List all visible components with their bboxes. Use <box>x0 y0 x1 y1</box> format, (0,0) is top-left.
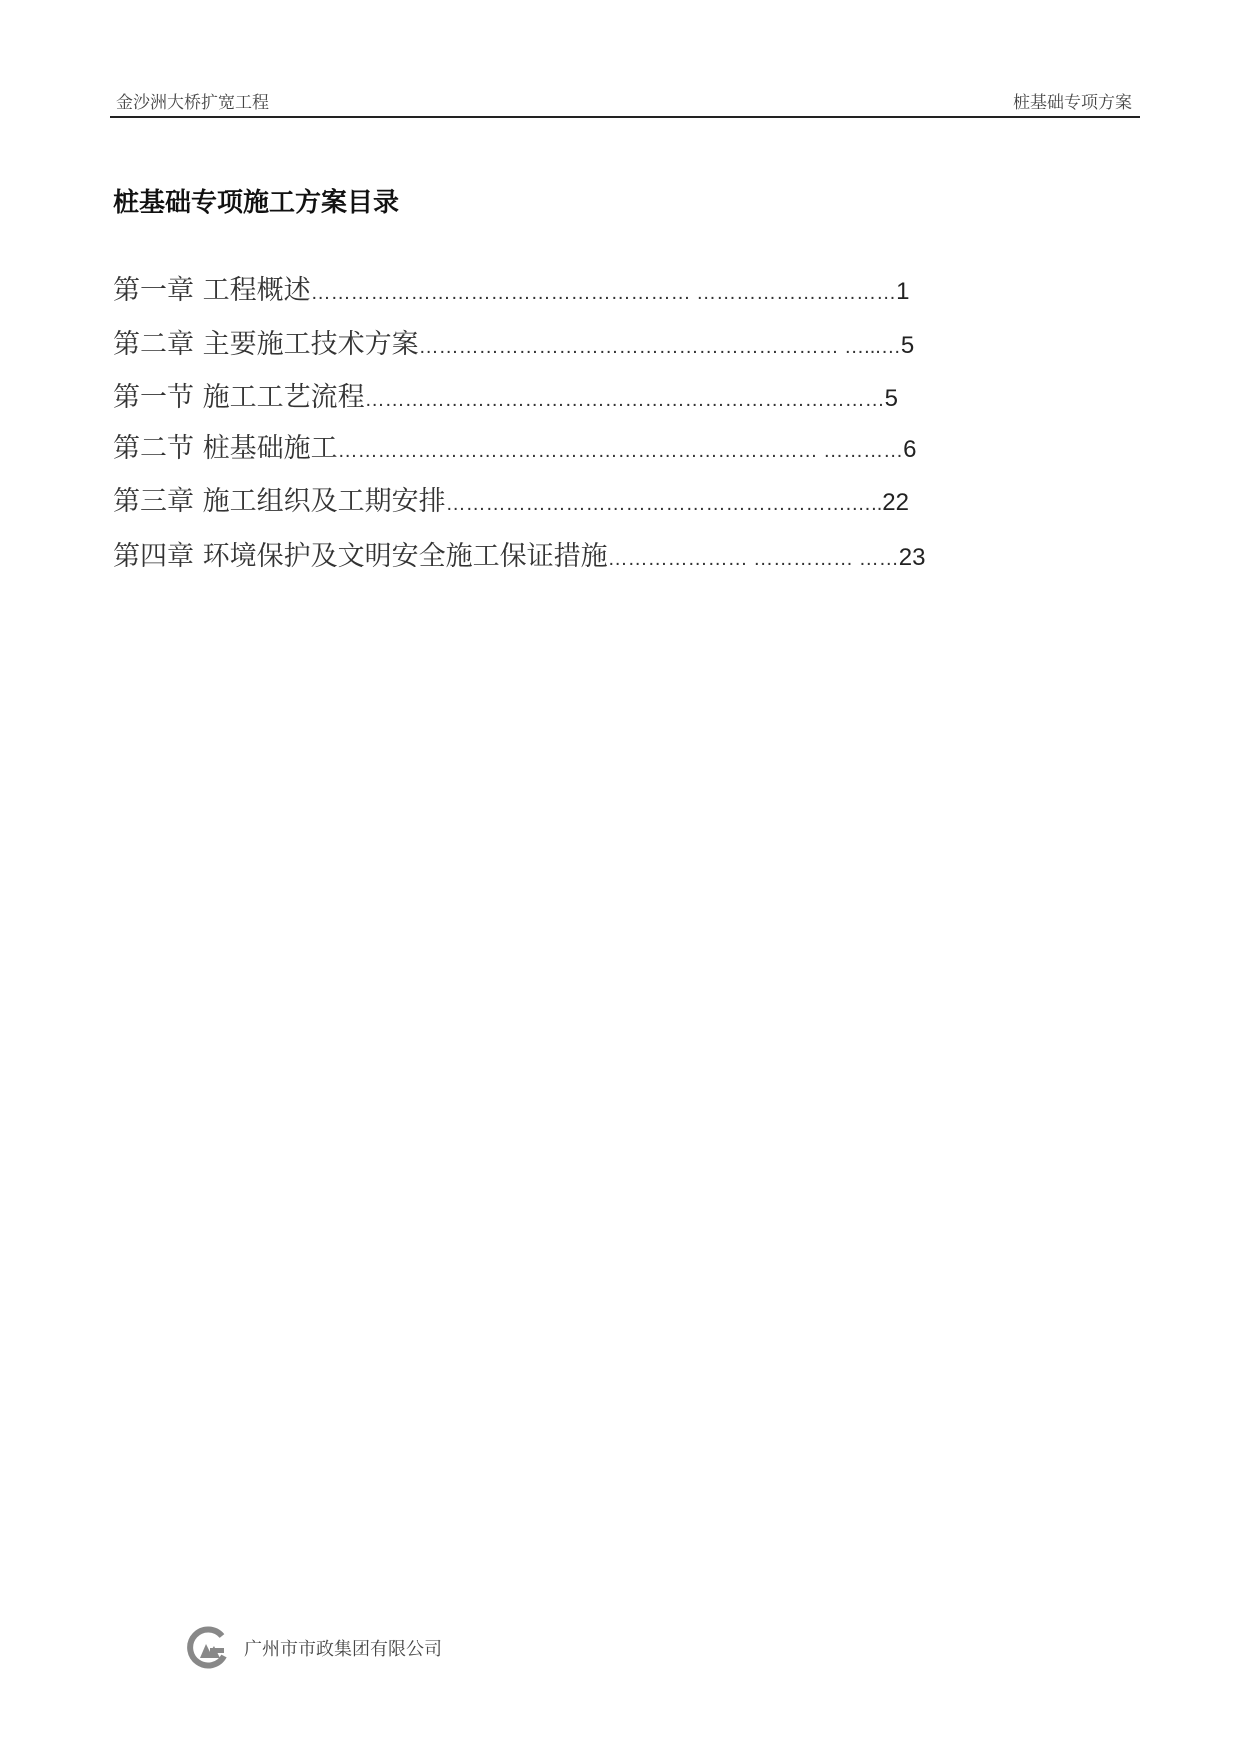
toc-page-number: 1 <box>896 278 910 305</box>
toc-page-number: 6 <box>903 436 917 463</box>
toc-entry-section-2[interactable] <box>113 426 917 466</box>
toc-entry-chapter-2[interactable] <box>113 322 914 362</box>
toc-page-number: 5 <box>900 332 915 359</box>
toc-entry-label: 第二节 桩基础施工 <box>113 433 338 464</box>
toc-entry-chapter-4[interactable] <box>113 534 925 574</box>
toc-entry-label: 第三章 施工组织及工期安排 <box>113 486 446 517</box>
toc-page-number: 23 <box>898 544 926 571</box>
toc-dot-leader: ………………… …………… …… <box>607 548 899 570</box>
toc-page-number: 22 <box>882 489 909 516</box>
toc-dot-leader: ……………………………………………………… …...… <box>418 336 901 358</box>
toc-entry-chapter-1[interactable] <box>113 268 910 308</box>
toc-entry-label: 第四章 环境保护及文明安全施工保证措施 <box>113 541 608 572</box>
toc-entry-chapter-3[interactable] <box>113 479 909 519</box>
toc-title: 桩基础专项施工方案目录 <box>113 188 400 218</box>
header-document-name: 桩基础专项方案 <box>1013 93 1132 113</box>
toc-entry-label: 第一章 工程概述 <box>113 275 311 306</box>
toc-dot-leader: …………………………………………………….….. <box>445 493 883 515</box>
toc-dot-leader: ………………………………………………… ………………………… <box>310 282 897 304</box>
toc-dot-leader: ……………………………………………………………… ………… <box>337 440 904 462</box>
footer-company-name: 广州市市政集团有限公司 <box>244 1639 442 1660</box>
page-header <box>110 86 1140 118</box>
page-footer <box>186 1624 442 1672</box>
toc-entry-section-1[interactable] <box>113 375 898 415</box>
toc-dot-leader: …………………………………………………………………… <box>364 389 885 411</box>
toc-entry-label: 第一节 施工工艺流程 <box>113 382 365 413</box>
company-logo-icon <box>186 1626 230 1670</box>
toc-entry-label: 第二章 主要施工技术方案 <box>113 329 419 360</box>
toc-page-number: 5 <box>884 385 898 412</box>
header-project-name: 金沙洲大桥扩宽工程 <box>116 93 269 113</box>
